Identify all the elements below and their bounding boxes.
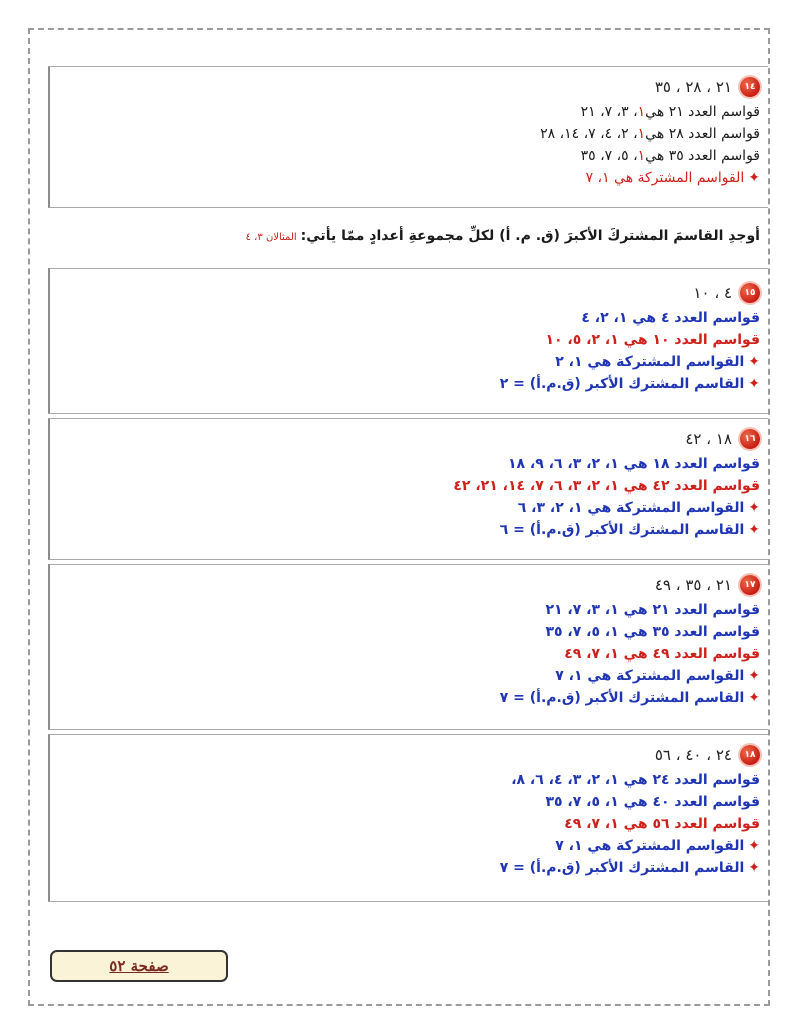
exercise-17-line-3: قواسم العدد ٤٩ هي ١، ٧، ٤٩ — [564, 646, 760, 662]
exercise-16-panel — [48, 418, 768, 560]
line-text: قواسم العدد ٢١ هي — [645, 104, 760, 120]
highlight: ١ — [637, 126, 646, 142]
line-text: القواسم المشتركة هي ١، ٧ — [585, 170, 745, 186]
exercise-18-line-3: قواسم العدد ٥٦ هي ١، ٧، ٤٩ — [564, 816, 760, 832]
exercise-15-panel — [48, 268, 768, 414]
instruction-text: أوجدِ القاسمَ المشتركَ الأكبرَ (ق. م. أ) لكلِّ مجموعةِ أعدادٍ ممّا يأتي: — [300, 228, 760, 244]
page-number: صفحة ٥٢ — [109, 957, 169, 975]
exercise-14-badge: ١٤ — [740, 77, 760, 97]
exercise-17-gcd — [50, 687, 760, 709]
instruction — [48, 228, 760, 244]
exercise-15-common — [50, 351, 760, 373]
line-text: القواسم المشتركة هي ١، ٢ — [555, 354, 745, 370]
exercise-17-line-2: قواسم العدد ٣٥ هي ١، ٥، ٧، ٣٥ — [545, 624, 760, 640]
line-text: القاسم المشترك الأكبر (ق.م.أ) = ٧ — [499, 860, 745, 876]
exercise-17-line-1: قواسم العدد ٢١ هي ١، ٣، ٧، ٢١ — [545, 602, 760, 618]
exercise-15-gcd — [50, 373, 760, 395]
highlight: ١ — [637, 104, 646, 120]
star-bullet-icon: ✦ — [748, 354, 760, 370]
exercise-17-badge: ١٧ — [740, 575, 760, 595]
exercise-17-common — [50, 665, 760, 687]
exercise-18-panel — [48, 734, 768, 902]
exercise-16-badge: ١٦ — [740, 429, 760, 449]
line-text: القواسم المشتركة هي ١، ٧ — [555, 838, 745, 854]
star-bullet-icon: ✦ — [748, 860, 760, 876]
star-bullet-icon: ✦ — [748, 500, 760, 516]
line-text: قواسم العدد ٢٨ هي — [645, 126, 760, 142]
line-text: القاسم المشترك الأكبر (ق.م.أ) = ٦ — [499, 522, 745, 538]
line-text: القواسم المشتركة هي ١، ٧ — [555, 668, 745, 684]
line-text: ، ٥، ٧، ٣٥ — [580, 148, 638, 164]
line-text: القواسم المشتركة هي ١، ٢، ٣، ٦ — [517, 500, 745, 516]
exercise-15-line-1: قواسم العدد ٤ هي ١، ٢، ٤ — [581, 310, 760, 326]
line-text: القاسم المشترك الأكبر (ق.م.أ) = ٢ — [499, 376, 745, 392]
exercise-16-numbers: ١٨ ، ٤٢ — [685, 430, 732, 448]
star-bullet-icon: ✦ — [748, 522, 760, 538]
star-bullet-icon: ✦ — [748, 690, 760, 706]
line-text: القاسم المشترك الأكبر (ق.م.أ) = ٧ — [499, 690, 745, 706]
exercise-14-line-2 — [50, 123, 760, 145]
exercise-15-line-2: قواسم العدد ١٠ هي ١، ٢، ٥، ١٠ — [545, 332, 760, 348]
page-number-box — [50, 950, 228, 982]
exercise-16-line-1: قواسم العدد ١٨ هي ١، ٢، ٣، ٦، ٩، ١٨ — [507, 456, 760, 472]
exercise-16-common — [50, 497, 760, 519]
exercise-16-gcd — [50, 519, 760, 541]
exercise-16-line-2: قواسم العدد ٤٢ هي ١، ٢، ٣، ٦، ٧، ١٤، ٢١، ٤٢ — [453, 478, 760, 494]
star-bullet-icon: ✦ — [748, 170, 760, 186]
exercise-18-gcd — [50, 857, 760, 879]
exercise-18-line-1: قواسم العدد ٢٤ هي ١، ٢، ٣، ٤، ٦، ٨، — [511, 772, 760, 788]
exercise-14-panel — [48, 66, 768, 208]
line-text: ، ٢، ٤، ٧، ١٤، ٢٨ — [540, 126, 638, 142]
exercise-18-badge: ١٨ — [740, 745, 760, 765]
exercise-18-line-2: قواسم العدد ٤٠ هي ١، ٥، ٧، ٣٥ — [545, 794, 760, 810]
line-text: قواسم العدد ٣٥ هي — [645, 148, 760, 164]
exercise-15-badge: ١٥ — [740, 283, 760, 303]
highlight: ١ — [637, 148, 646, 164]
star-bullet-icon: ✦ — [748, 668, 760, 684]
star-bullet-icon: ✦ — [748, 838, 760, 854]
exercise-14-line-1 — [50, 101, 760, 123]
exercise-18-numbers: ٢٤ ، ٤٠ ، ٥٦ — [654, 746, 732, 764]
line-text: ، ٣، ٧، ٢١ — [580, 104, 638, 120]
instruction-ref: المثالان ٣، ٤ — [245, 232, 297, 243]
exercise-18-common — [50, 835, 760, 857]
exercise-15-numbers: ٤ ، ١٠ — [693, 284, 732, 302]
exercise-14-numbers: ٢١ ، ٢٨ ، ٣٥ — [654, 78, 732, 96]
star-bullet-icon: ✦ — [748, 376, 760, 392]
exercise-14-common — [50, 167, 760, 189]
exercise-14-line-3 — [50, 145, 760, 167]
exercise-17-panel — [48, 564, 768, 730]
exercise-17-numbers: ٢١ ، ٣٥ ، ٤٩ — [654, 576, 732, 594]
